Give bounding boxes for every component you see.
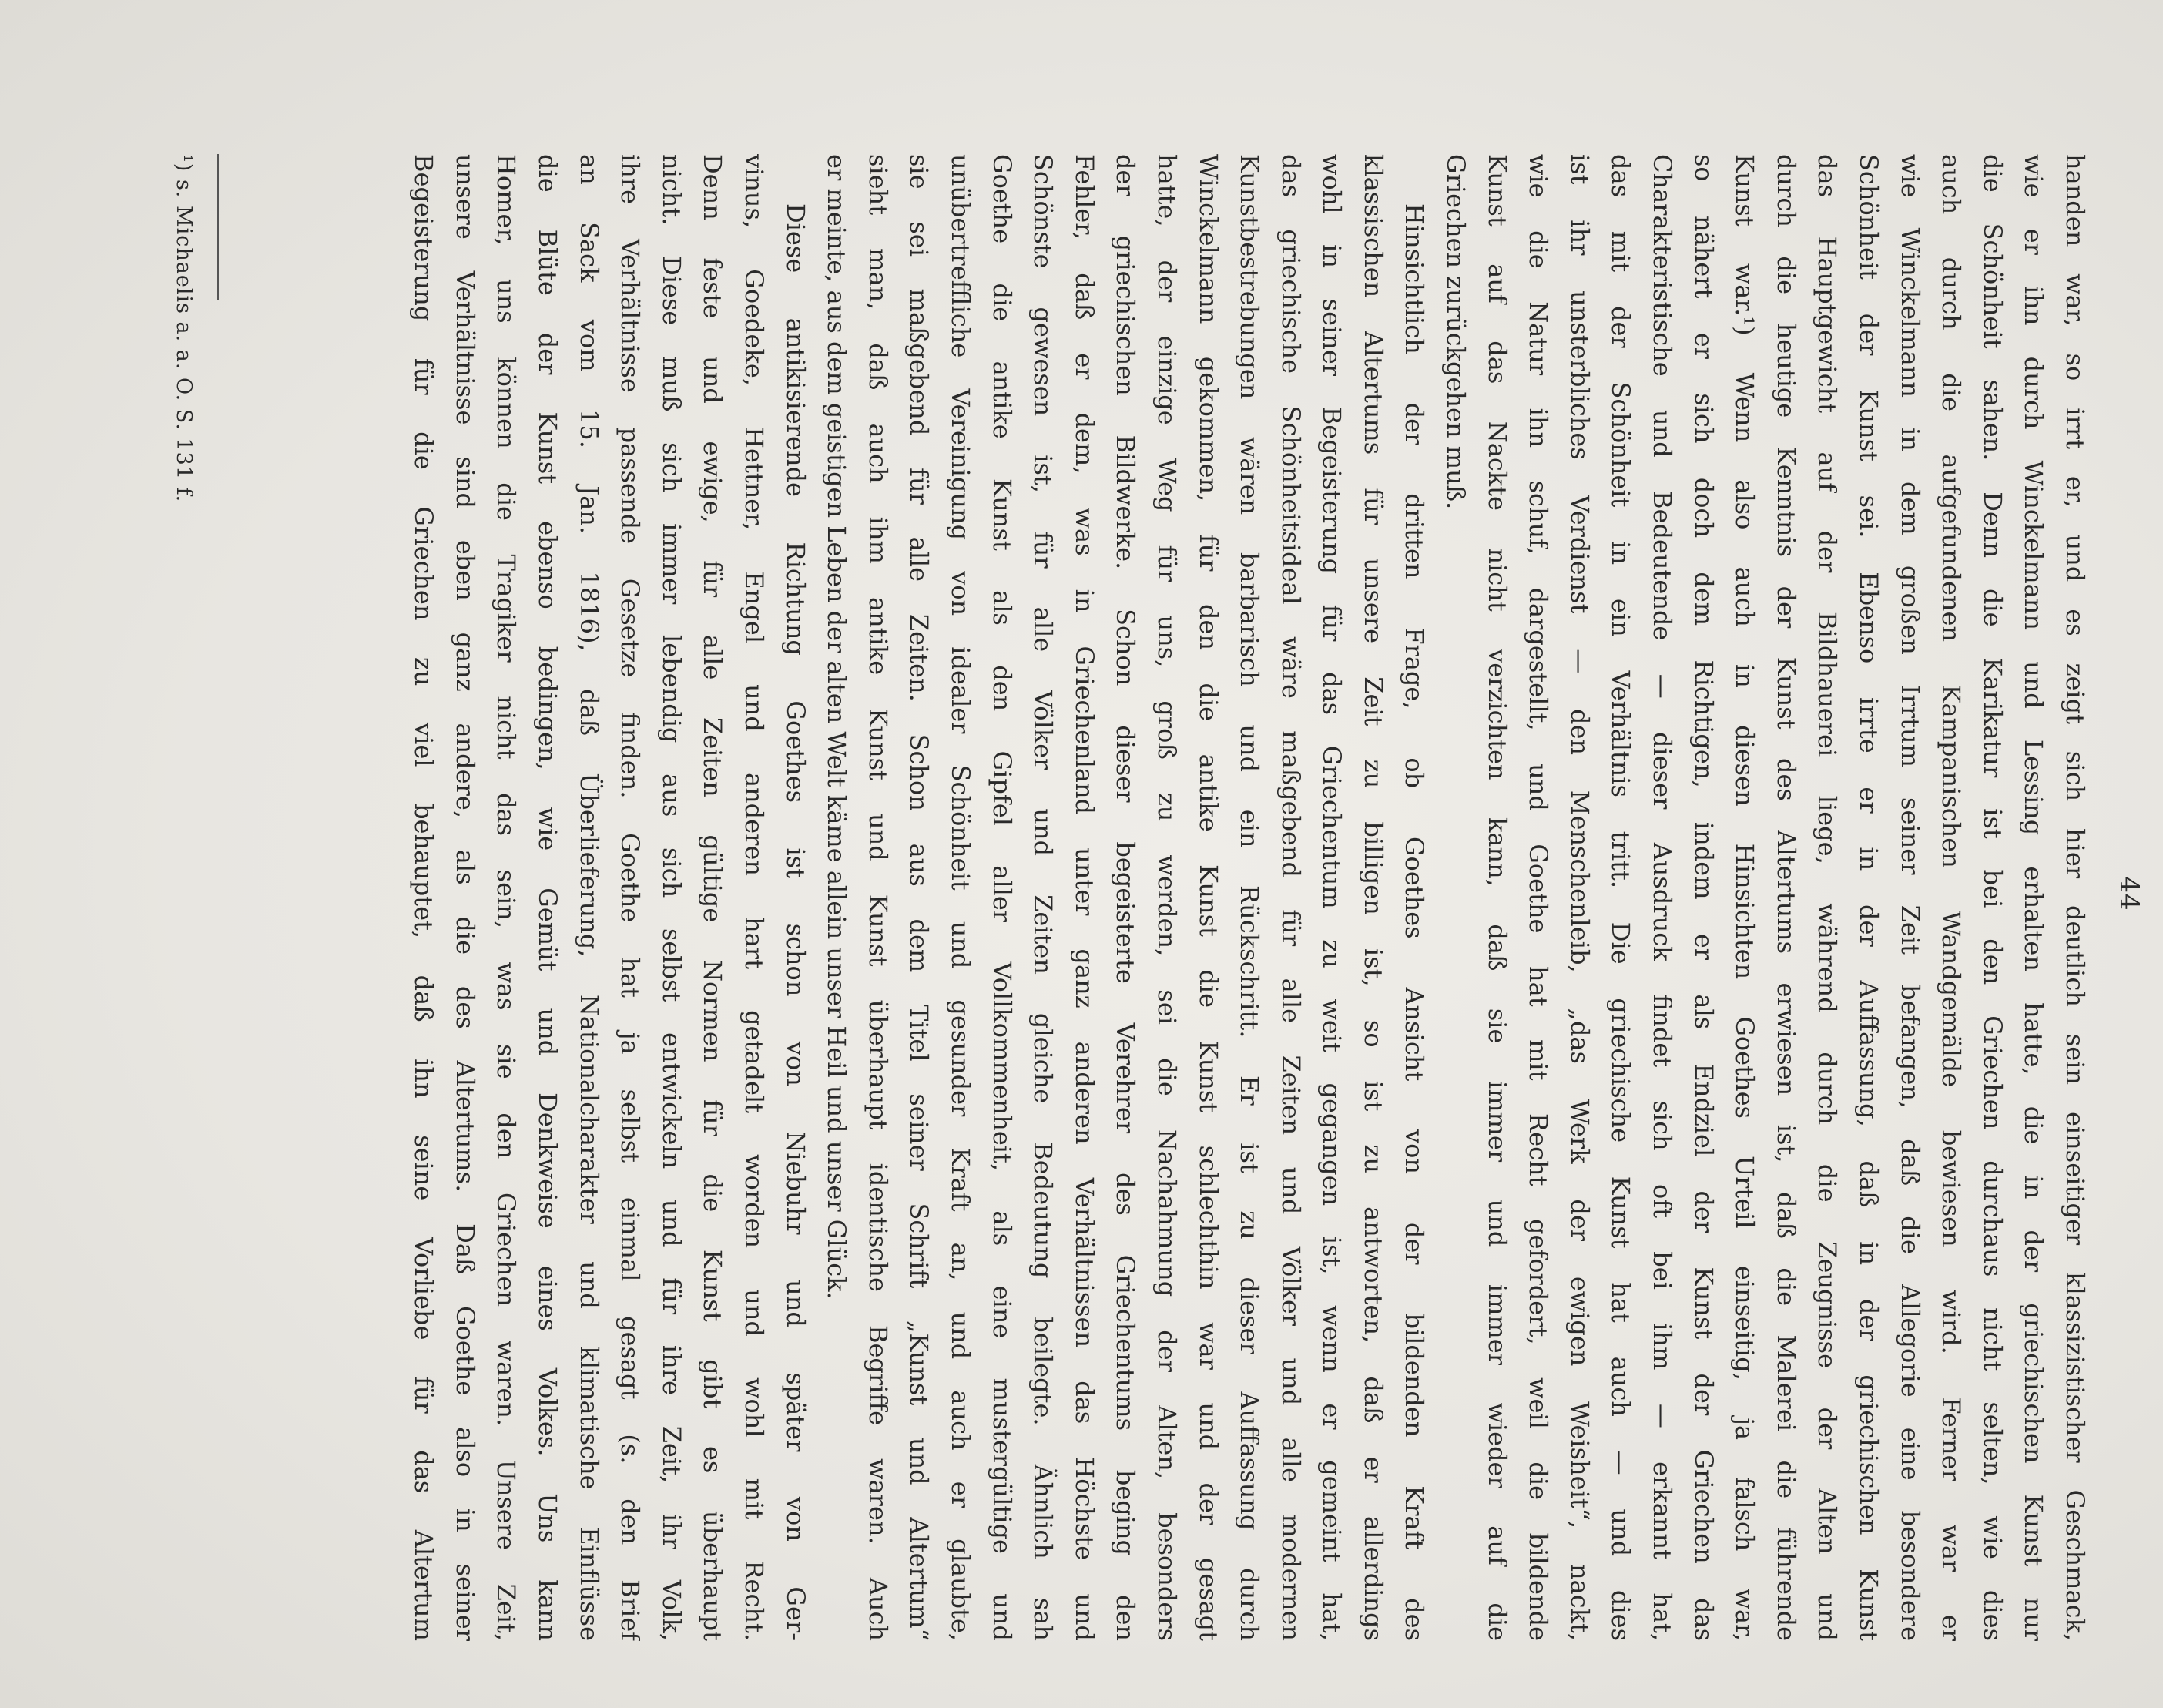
page-number: 44 [2114,876,2145,911]
text-line: ist ihr unsterbliches Verdienst — den Menschenleib, „das Werk der ewigen Weisheit“, nackt, [1564,154,1595,1641]
text-line: der griechischen Bildwerke. Schon dieser begeisterte Verehrer des Griechentums beging den [1111,154,1141,1641]
text-line: unübertreffliche Vereinigung von idealer Schönheit und gesunder Kraft an, und auch er glaubte, [945,154,975,1641]
text-line: wie Winckelmann in dem großen Irrtum seiner Zeit befangen, daß die Allegorie eine besondere [1895,154,1925,1641]
text-line: klassischen Altertums für unsere Zeit zu billigen ist, so ist zu antworten, daß er allerdings [1358,154,1388,1641]
text-line: sie sei maßgebend für alle Zeiten. Schon aus dem Titel seiner Schrift „Kunst und Altertum“ [904,154,934,1641]
text-line: Begeisterung für die Griechen zu viel behauptet, daß ihn seine Vorliebe für das Altertum [409,154,439,1641]
text-line: Schönheit der Kunst sei. Ebenso irrte er in der Auffassung, daß in der griechischen Kunst [1854,154,1884,1641]
text-line: ihre Verhältnisse passende Gesetze finden. Goethe hat ja selbst einmal gesagt (s. den Brief [615,154,646,1641]
text-line: Denn feste und ewige, für alle Zeiten gültige Normen für die Kunst gibt es überhaupt [698,154,728,1641]
footnote-divider [217,154,219,300]
book-page [18,154,2145,1641]
text-line: Kunst war.¹) Wenn also auch in diesen Hinsichten Goethes Urteil einseitig, ja falsch war, [1730,154,1760,1641]
text-line: die Blüte der Kunst ebenso bedingen, wie Gemüt und Denkweise eines Volkes. Uns kann [533,154,563,1641]
text-line: Goethe die antike Kunst als den Gipfel aller Vollkommenheit, als eine mustergültige und [987,154,1017,1641]
paragraph-end-line: er meinte, aus dem geistigen Leben der alten Welt käme allein unser Heil und unser Glück. [822,154,852,1300]
text-line: Fehler, daß er dem, was in Griechenland unter ganz anderen Verhältnissen das Höchste und [1069,154,1099,1641]
text-line: handen war, so irrt er, und es zeigt sich hier deutlich sein einseitiger klassizistischer Geschmack, [2061,154,2090,1641]
paragraph-end-line: Griechen zurückgehen muß. [1441,154,1471,510]
text-line: sieht man, daß auch ihm antike Kunst und Kunst überhaupt identische Begriffe waren. Auch [863,154,893,1641]
text-line: Charakteristische und Bedeutende — dieser Ausdruck findet sich oft bei ihm — erkannt hat, [1648,154,1678,1641]
text-line: vinus, Goedeke, Hettner, Engel und anderen hart getadelt worden und wohl mit Recht. [739,154,769,1641]
text-line: an Sack vom 15. Jan. 1816), daß Überlieferung, Nationalcharakter und klimatische Einflüsse [574,154,604,1641]
paragraph-start-line: Diese antikisierende Richtung Goethes ist schon von Niebuhr und später von Ger- [780,203,810,1641]
text-line: Kunst auf das Nackte nicht verzichten kann, daß sie immer und immer wieder auf die [1482,154,1512,1641]
text-line: die Schönheit sahen. Denn die Karikatur ist bei den Griechen durchaus nicht selten, wie dies [1977,154,2007,1641]
text-line: wohl in seiner Begeisterung für das Griechentum zu weit gegangen ist, wenn er gemeint hat, [1317,154,1347,1641]
text-line: das griechische Schönheitsideal wäre maßgebend für alle Zeiten und Völker und alle modernen [1276,154,1306,1641]
body-text [403,154,2095,1641]
text-line: wie die Natur ihn schuf, dargestellt, und Goethe hat mit Recht gefordert, weil die bildende [1524,154,1554,1641]
text-line: Homer, uns können die Tragiker nicht das sein, was sie den Griechen waren. Unsere Zeit, [491,154,521,1641]
text-line: das Hauptgewicht auf der Bildhauerei liege, während durch die Zeugnisse der Alten und [1813,154,1843,1641]
text-line: durch die heutige Kenntnis der Kunst des Altertums erwiesen ist, daß die Malerei die führende [1771,154,1801,1641]
text-line: das mit der Schönheit in ein Verhältnis tritt. Die griechische Kunst hat auch — und dies [1606,154,1636,1641]
text-line: Kunstbestrebungen wären barbarisch und ein Rückschritt. Er ist zu dieser Auffassung durch [1235,154,1265,1641]
text-line: nicht. Diese muß sich immer lebendig aus sich selbst entwickeln und für ihre Zeit, ihr Volk, [656,154,686,1641]
footnote: ¹) s. Michaelis a. a. O. S. 131 f. [172,154,196,503]
text-line: hatte, der einzige Weg für uns, groß zu werden, sei die Nachahmung der Alten, besonders [1152,154,1182,1641]
paragraph-start-line: Hinsichtlich der dritten Frage, ob Goethes Ansicht von der bildenden Kraft des [1400,203,1430,1641]
text-line: Schönste gewesen ist, für alle Völker und Zeiten gleiche Bedeutung beilegte. Ähnlich sah [1028,154,1058,1641]
text-line: auch durch die aufgefundenen Kampanischen Wandgemälde bewiesen wird. Ferner war er [1937,154,1967,1641]
text-line: unsere Verhältnisse sind eben ganz andere, als die des Altertums. Daß Goethe also in seiner [450,154,480,1641]
text-line: wie er ihn durch Winckelmann und Lessing erhalten hatte, die in der griechischen Kunst nur [2019,154,2049,1641]
text-line: Winckelmann gekommen, für den die antike Kunst die Kunst schlechthin war und der gesagt [1193,154,1223,1641]
text-line: so nähert er sich doch dem Richtigen, indem er als Endziel der Kunst der Griechen das [1688,154,1719,1641]
